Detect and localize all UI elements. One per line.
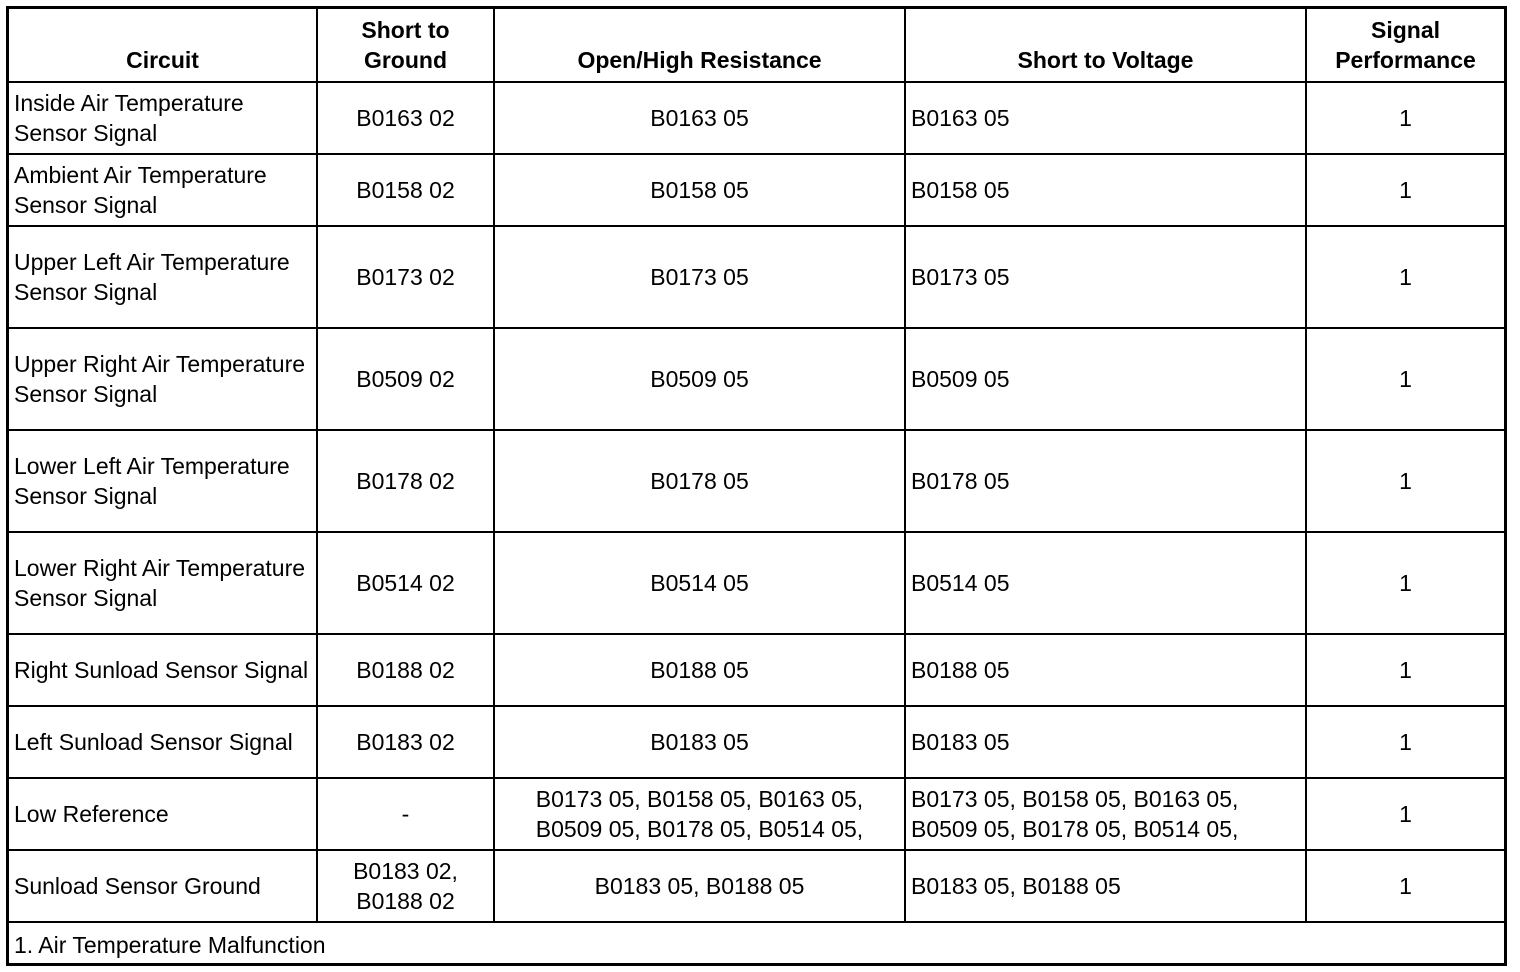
cell-signal-performance: 1 — [1306, 634, 1504, 706]
cell-short-to-voltage: B0183 05, B0188 05 — [905, 850, 1306, 922]
cell-short-to-voltage: B0514 05 — [905, 532, 1306, 634]
cell-signal-performance: 1 — [1306, 226, 1504, 328]
table-row — [9, 634, 1504, 706]
cell-short-to-ground: B0183 02, B0188 02 — [317, 850, 494, 922]
cell-circuit: Upper Left Air Temperature Sensor Signal — [9, 226, 317, 328]
cell-short-to-ground: B0163 02 — [317, 82, 494, 154]
cell-circuit: Lower Left Air Temperature Sensor Signal — [9, 430, 317, 532]
cell-circuit: Sunload Sensor Ground — [9, 850, 317, 922]
cell-short-to-voltage: B0183 05 — [905, 706, 1306, 778]
cell-signal-performance: 1 — [1306, 154, 1504, 226]
table-row — [9, 328, 1504, 430]
table-row — [9, 430, 1504, 532]
table-row — [9, 82, 1504, 154]
cell-short-to-ground: B0178 02 — [317, 430, 494, 532]
cell-circuit: Inside Air Temperature Sensor Signal — [9, 82, 317, 154]
cell-circuit: Upper Right Air Temperature Sensor Signal — [9, 328, 317, 430]
header-circuit: Circuit — [9, 9, 317, 82]
cell-signal-performance: 1 — [1306, 328, 1504, 430]
cell-circuit: Right Sunload Sensor Signal — [9, 634, 317, 706]
cell-circuit: Lower Right Air Temperature Sensor Signal — [9, 532, 317, 634]
header-short-to-voltage: Short to Voltage — [905, 9, 1306, 82]
cell-circuit: Left Sunload Sensor Signal — [9, 706, 317, 778]
cell-open-high-resistance: B0173 05, B0158 05, B0163 05, B0509 05, B0178 05, B0514 05, — [494, 778, 905, 850]
footnote-row — [9, 922, 1504, 966]
cell-short-to-ground: B0188 02 — [317, 634, 494, 706]
table-row — [9, 226, 1504, 328]
cell-open-high-resistance: B0183 05 — [494, 706, 905, 778]
header-open-high-resistance: Open/High Resistance — [494, 9, 905, 82]
cell-short-to-voltage: B0178 05 — [905, 430, 1306, 532]
cell-open-high-resistance: B0509 05 — [494, 328, 905, 430]
cell-short-to-ground: B0509 02 — [317, 328, 494, 430]
cell-signal-performance: 1 — [1306, 778, 1504, 850]
cell-short-to-voltage: B0173 05, B0158 05, B0163 05, B0509 05, B0178 05, B0514 05, — [905, 778, 1306, 850]
cell-signal-performance: 1 — [1306, 706, 1504, 778]
cell-open-high-resistance: B0188 05 — [494, 634, 905, 706]
table-row — [9, 532, 1504, 634]
cell-short-to-voltage: B0163 05 — [905, 82, 1306, 154]
dtc-table — [9, 9, 1504, 966]
cell-short-to-ground: B0158 02 — [317, 154, 494, 226]
table-header-row — [9, 9, 1504, 82]
cell-short-to-ground: B0173 02 — [317, 226, 494, 328]
cell-circuit: Ambient Air Temperature Sensor Signal — [9, 154, 317, 226]
header-short-to-ground: Short to Ground — [317, 9, 494, 82]
cell-short-to-voltage: B0509 05 — [905, 328, 1306, 430]
table-row — [9, 706, 1504, 778]
cell-signal-performance: 1 — [1306, 850, 1504, 922]
cell-short-to-ground: B0514 02 — [317, 532, 494, 634]
cell-signal-performance: 1 — [1306, 532, 1504, 634]
cell-circuit: Low Reference — [9, 778, 317, 850]
cell-short-to-voltage: B0188 05 — [905, 634, 1306, 706]
cell-open-high-resistance: B0173 05 — [494, 226, 905, 328]
footnote: 1. Air Temperature Malfunction — [9, 922, 1504, 966]
table-row — [9, 154, 1504, 226]
cell-signal-performance: 1 — [1306, 82, 1504, 154]
cell-signal-performance: 1 — [1306, 430, 1504, 532]
cell-open-high-resistance: B0158 05 — [494, 154, 905, 226]
cell-short-to-voltage: B0173 05 — [905, 226, 1306, 328]
header-signal-performance: Signal Performance — [1306, 9, 1504, 82]
table-row — [9, 850, 1504, 922]
table-row — [9, 778, 1504, 850]
cell-open-high-resistance: B0183 05, B0188 05 — [494, 850, 905, 922]
cell-short-to-ground: B0183 02 — [317, 706, 494, 778]
cell-short-to-ground: - — [317, 778, 494, 850]
cell-open-high-resistance: B0163 05 — [494, 82, 905, 154]
cell-open-high-resistance: B0178 05 — [494, 430, 905, 532]
cell-short-to-voltage: B0158 05 — [905, 154, 1306, 226]
cell-open-high-resistance: B0514 05 — [494, 532, 905, 634]
dtc-table-container — [6, 6, 1507, 966]
